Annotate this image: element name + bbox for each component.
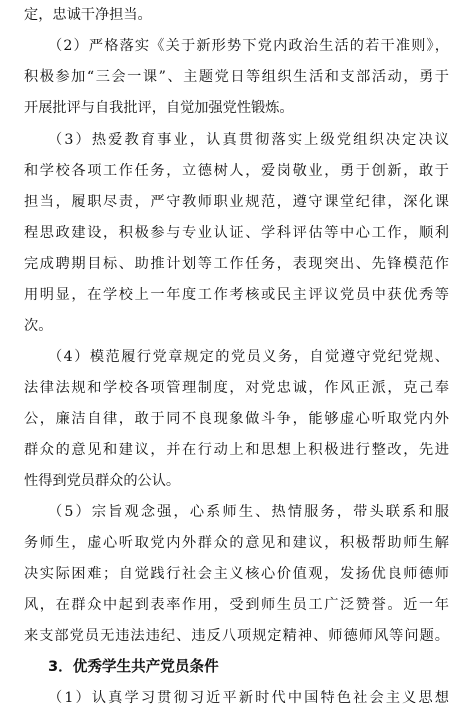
text-line-3: 积极参加“三会一课”、主题党日等组织生活和支部活动，勇于: [24, 69, 449, 85]
text-line-16: 性得到党员群众的公认。: [24, 473, 181, 489]
text-line-20: 风，在群众中起到表率作用，受到师生员工广泛赞誉。近一年: [24, 597, 449, 613]
text-line-7: 担当，履职尽责，严守教师职业规范，遵守课堂纪律，深化课: [24, 194, 449, 210]
text-line-23: （1）认真学习贯彻习近平新时代中国特色社会主义思想: [48, 690, 449, 706]
text-line-14: 公，廉洁自律，敢于同不良现象做斗争，能够虚心听取党内外: [24, 411, 449, 427]
text-line-5: （3）热爱教育事业，认真贯彻落实上级党组织决定决议: [48, 132, 449, 148]
text-line-2: （2）严格落实《关于新形势下党内政治生活的若干准则》，: [48, 38, 449, 54]
text-line-18: 务师生，虚心听取党内外群众的意见和建议，积极帮助师生解: [24, 535, 449, 551]
text-line-6: 和学校各项工作任务，立德树人，爱岗敬业，勇于创新，敢于: [24, 163, 449, 179]
section-heading: 3．优秀学生共产党员条件: [48, 658, 219, 675]
text-line-4: 开展批评与自我批评，自觉加强党性锻炼。: [24, 100, 294, 116]
text-line-19: 决实际困难；自觉践行社会主义核心价值观，发扬优良师德师: [24, 566, 449, 582]
text-line-13: 法律法规和学校各项管理制度，对党忠诚，作风正派，克己奉: [24, 380, 449, 396]
text-line-21: 来支部党员无违法违纪、违反八项规定精神、师德师风等问题。: [24, 628, 449, 644]
text-line-15: 群众的意见和建议，并在行动上和思想上积极进行整改，先进: [24, 442, 449, 458]
text-line-11: 次。: [24, 318, 53, 334]
text-line-8: 程思政建设，积极参与专业认证、学科评估等中心工作，顺利: [24, 225, 449, 241]
text-line-1: 定，忠诚干净担当。: [24, 7, 152, 23]
text-line-9: 完成聘期目标、助推计划等工作任务，表现突出、先锋模范作: [24, 256, 449, 272]
text-line-12: （4）模范履行党章规定的党员义务，自觉遵守党纪党规、: [48, 349, 449, 365]
text-line-10: 用明显，在学校上一年度工作考核或民主评议党员中获优秀等: [24, 287, 449, 303]
text-line-17: （5）宗旨观念强，心系师生、热情服务，带头联系和服: [48, 504, 449, 520]
